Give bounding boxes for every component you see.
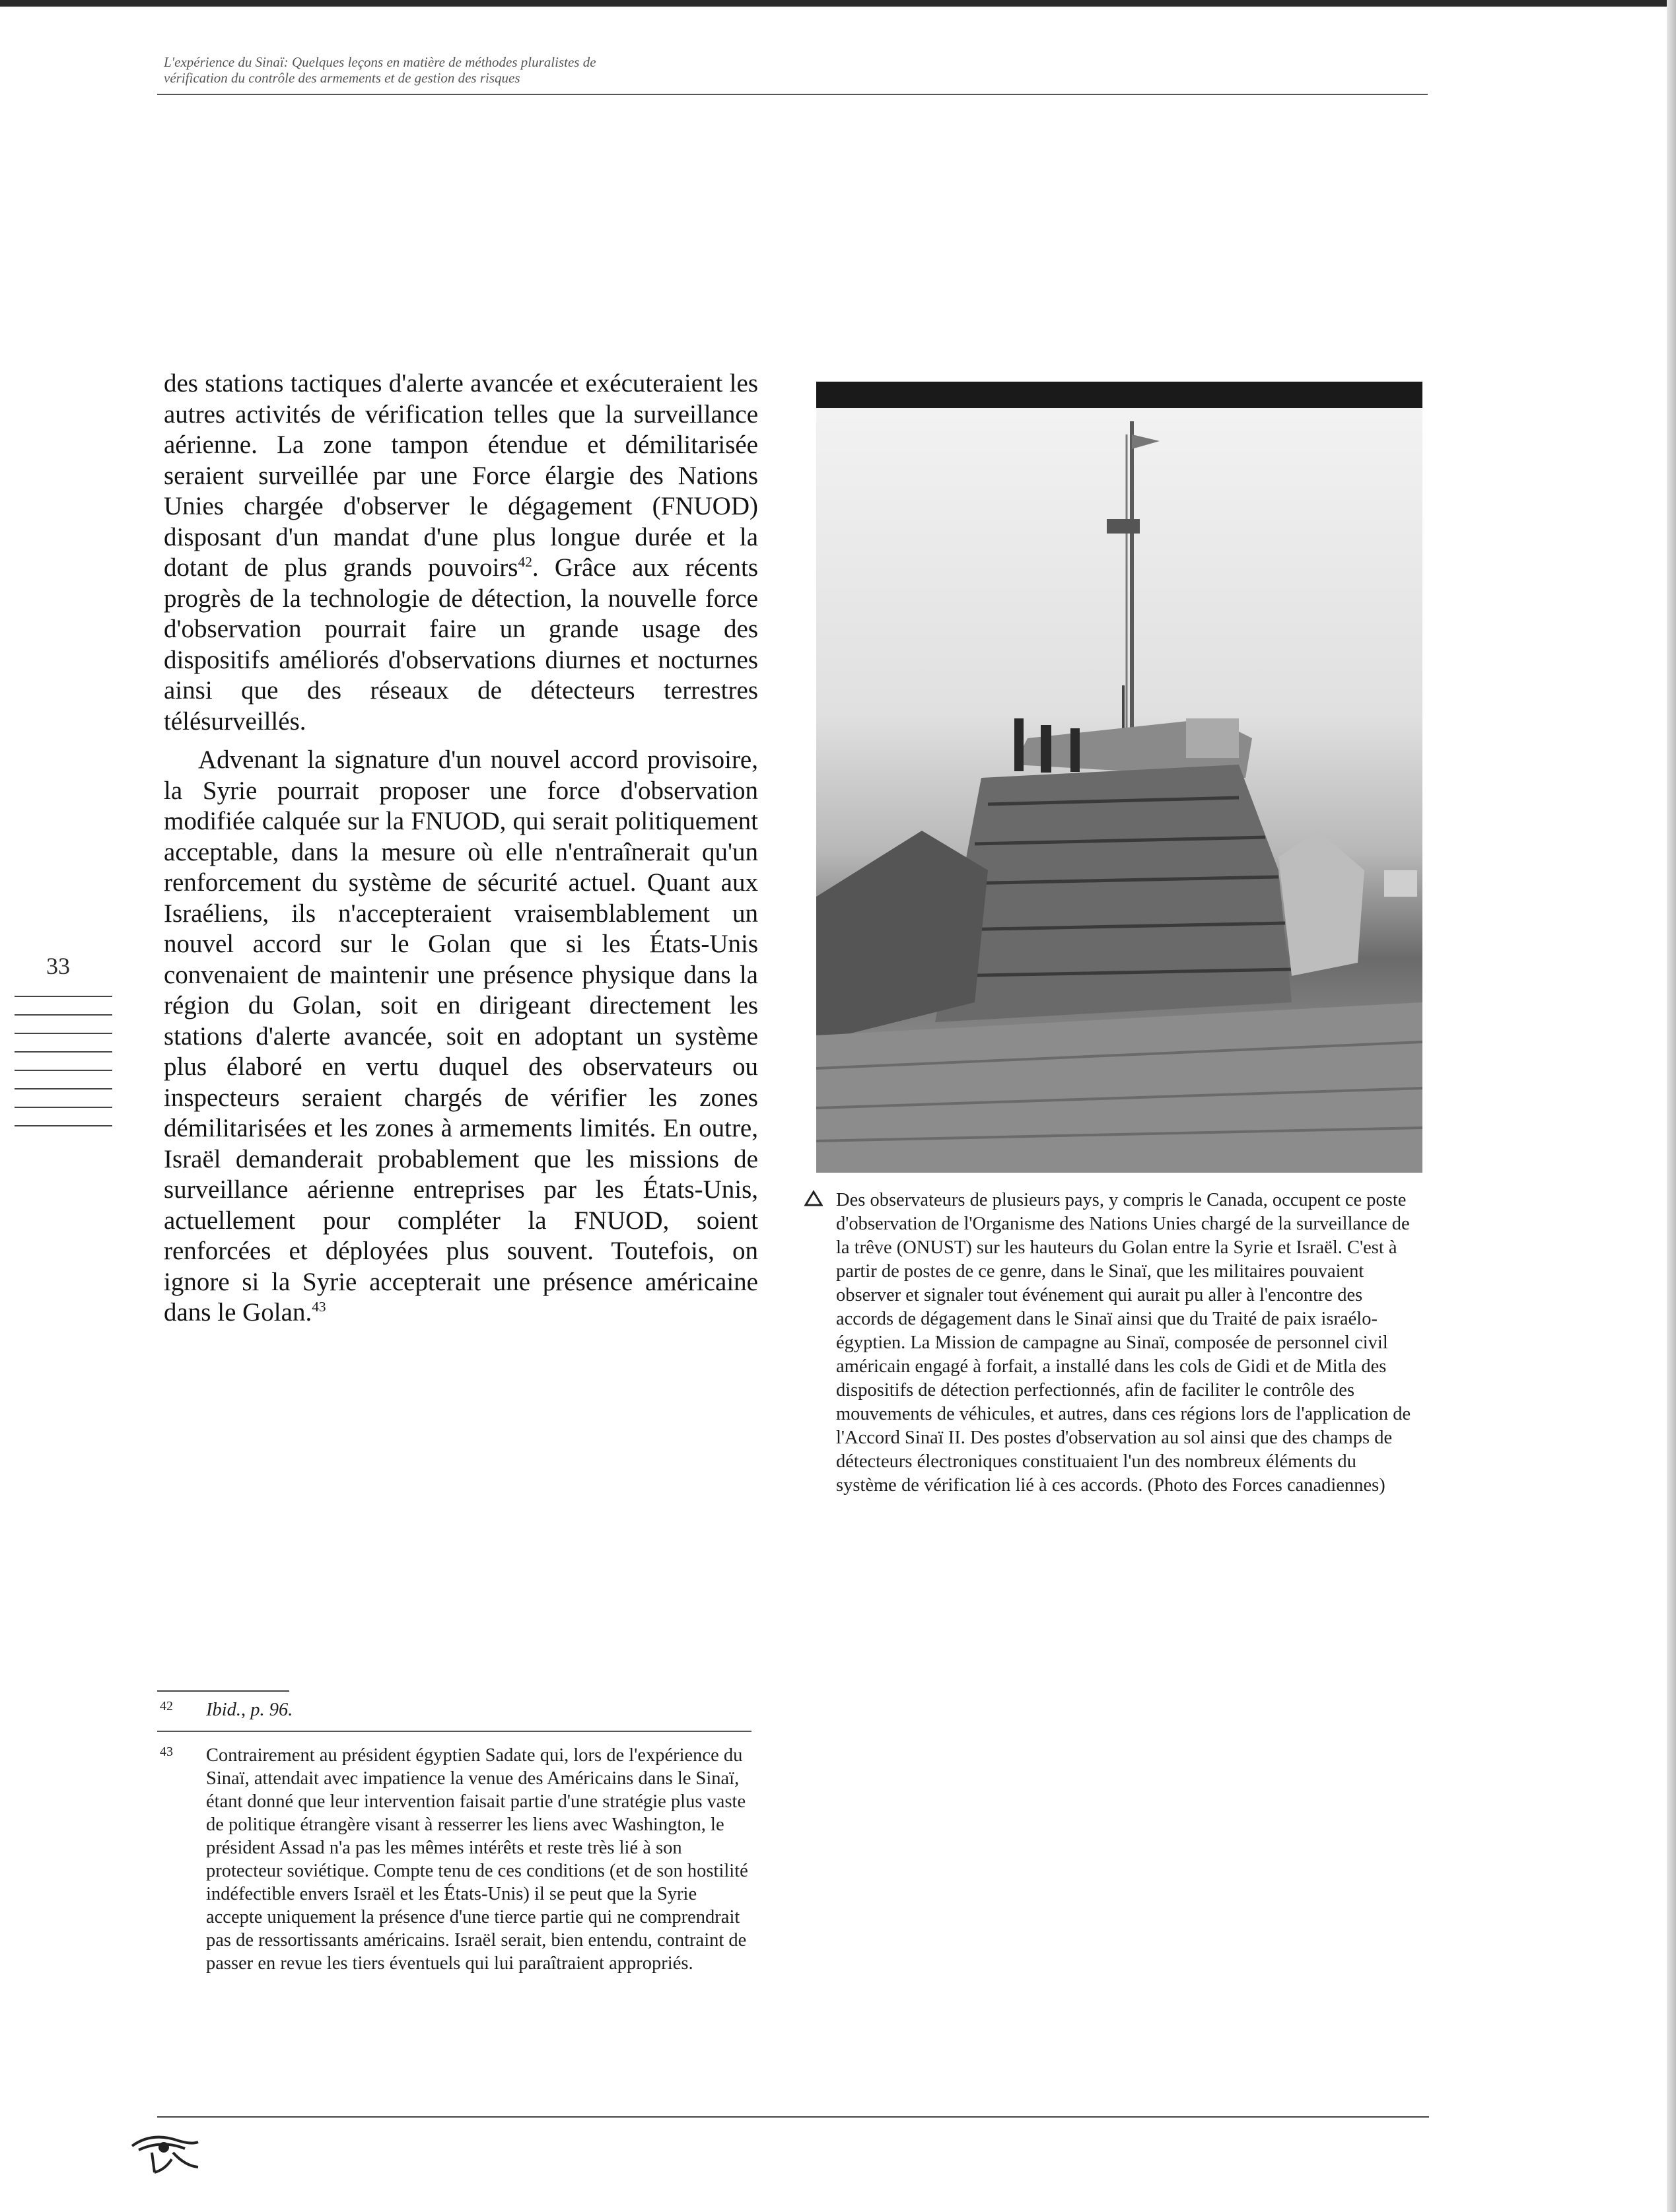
footnote-42 <box>157 1698 751 1721</box>
footnote-divider <box>157 1731 751 1732</box>
footnote-ref-43[interactable]: 43 <box>312 1299 326 1315</box>
footnote-number: 42 <box>160 1699 173 1713</box>
page-right-edge <box>1667 0 1676 2212</box>
footnote-separator <box>157 1690 289 1692</box>
observation-post-photo <box>816 408 1422 1173</box>
observation-post-illustration <box>816 408 1422 1173</box>
triangle-outline-icon <box>804 1190 823 1207</box>
footnote-text: Contrairement au président égyptien Sadate qui, lors de l'expérience du Sinaï, attendait avec impatience la venue des Américains dans le Sinaï, étant donné que leur intervention faisait partie d'une stratégie plus vaste de politique étrangère visant à resserrer les liens avec Washington, le président Assad n'a pas les mêmes intérêts et reste très lié à son protecteur soviétique. Compte tenu de ces conditions (et de son hostilité indéfectible envers Israël et les États-Unis) il se peut que la Syrie accepte uniquement la présence d'une tierce partie qui ne comprendrait pas de ressortissants américains. Israël serait, bien entendu, contraint de passer en revue les tiers éventuels qui lui paraîtraient appropriés. <box>206 1745 748 1974</box>
margin-rule <box>15 1125 112 1126</box>
photo-caption <box>836 1189 1417 1498</box>
footnote-43 <box>157 1744 751 1975</box>
margin-rule <box>15 1070 112 1071</box>
page-top-edge <box>0 0 1676 7</box>
mast-antenna-panel <box>1107 519 1140 534</box>
grass-field <box>816 1002 1422 1173</box>
body-paragraph-1 <box>164 368 758 737</box>
body-paragraph-2-text: Advenant la signature d'un nouvel accord provisoire, la Syrie pourrait proposer une force d'observation modifiée calquée sur la FNUOD, qui serait politiquement acceptable, dans la mesure où elle n'entraînerait qu'un renforcement du système de sécurité actuel. Quant aux Israéliens, ils n'accepteraient vraisemblablement un nouvel accord sur le Golan que si les États-Unis convenaient de maintenir une présence physique dans la région du Golan, soit en dirigeant directement les stations d'alerte avancée, soit en adoptant un système plus élaboré en vertu duquel des observateurs ou inspecteurs seraient chargés de vérifier les zones démilitarisées et les zones à armements limités. En outre, Israël demanderait probablement que les missions de surveillance aérienne entreprises par les États-Unis, actuellement pour compléter la FNUOD, soient renforcées et déployées plus souvent. Toutefois, on ignore si la Syrie accepterait une présence américaine dans le Golan. <box>164 745 758 1327</box>
margin-rule <box>15 996 112 997</box>
eye-of-horus-logo <box>125 2126 205 2179</box>
body-text-column <box>164 368 758 1329</box>
margin-rule <box>15 1051 112 1053</box>
margin-rule <box>15 1107 112 1108</box>
margin-rule <box>15 1033 112 1034</box>
observer-figure <box>1070 728 1080 772</box>
body-paragraph-1-part-b: . Grâce aux récents progrès de la technologie de détection, la nouvelle force d'observation pourrait faire un grande usage des dispositifs améliorés d'observations diurnes et nocturnes ainsi que des réseaux de détecteurs terrestres télésurveillés. <box>164 553 758 736</box>
photo-caption-text: Des observateurs de plusieurs pays, y compris le Canada, occupent ce poste d'observation de l'Organisme des Nations Unies chargé de la surveillance de la trêve (ONUST) sur les hauteurs du Golan entre la Syrie et Israël. C'est à partir de postes de ce genre, dans le Sinaï, que les militaires pouvaient observer et signaler tout événement qui aurait pu aller à l'encontre des accords de dégagement dans le Sinaï ainsi que du Traité de paix israélo-égyptien. La Mission de campagne au Sinaï, composée de personnel civil américain engagé à forfait, a installé dans les cols de Gidi et de Mitla des dispositifs de détection perfectionnés, afin de faciliter le contrôle des mouvements de véhicules, et autres, dans ces régions lors de l'application de l'Accord Sinaï II. Des postes d'observation au sol ainsi que des champs de détecteurs électroniques constituaient l'un des nombreux éléments du système de vérification lié à ces accords. (Photo des Forces canadiennes) <box>836 1190 1411 1496</box>
body-paragraph-1-part-a: des stations tactiques d'alerte avancée et exécuteraient les autres activités de vérification telles que la surveillance aérienne. La zone tampon étendue et démilitarisée seraient surveillée par une Force élargie des Nations Unies chargée d'observer le dégagement (FNUOD) disposant d'un mandat d'une plus longue durée et la dotant de plus grands pouvoirs <box>164 369 758 582</box>
running-header <box>164 54 1432 86</box>
observer-figure <box>1041 725 1051 773</box>
footnotes <box>157 1698 751 1983</box>
running-header-line-1: L'expérience du Sinaï: Quelques leçons en matière de méthodes pluralistes de <box>164 54 596 70</box>
running-header-line-2: vérification du contrôle des armements et de gestion des risques <box>164 70 520 86</box>
observer-figure <box>1014 718 1024 771</box>
page-number: 33 <box>46 953 70 979</box>
header-rule <box>157 94 1428 95</box>
footnote-text: Ibid., p. 96. <box>206 1700 293 1720</box>
footnote-number: 43 <box>160 1745 173 1759</box>
body-paragraph-2 <box>164 745 758 1329</box>
mast-flag <box>1132 434 1160 449</box>
footnote-ref-42[interactable]: 42 <box>518 554 532 570</box>
footer-rule <box>157 2116 1429 2118</box>
tent-structure <box>1278 831 1364 976</box>
observation-hut <box>1186 718 1239 758</box>
margin-rules <box>15 996 112 1144</box>
margin-rule <box>15 1088 112 1089</box>
small-shelter <box>1384 870 1417 897</box>
margin-rule <box>15 1014 112 1016</box>
